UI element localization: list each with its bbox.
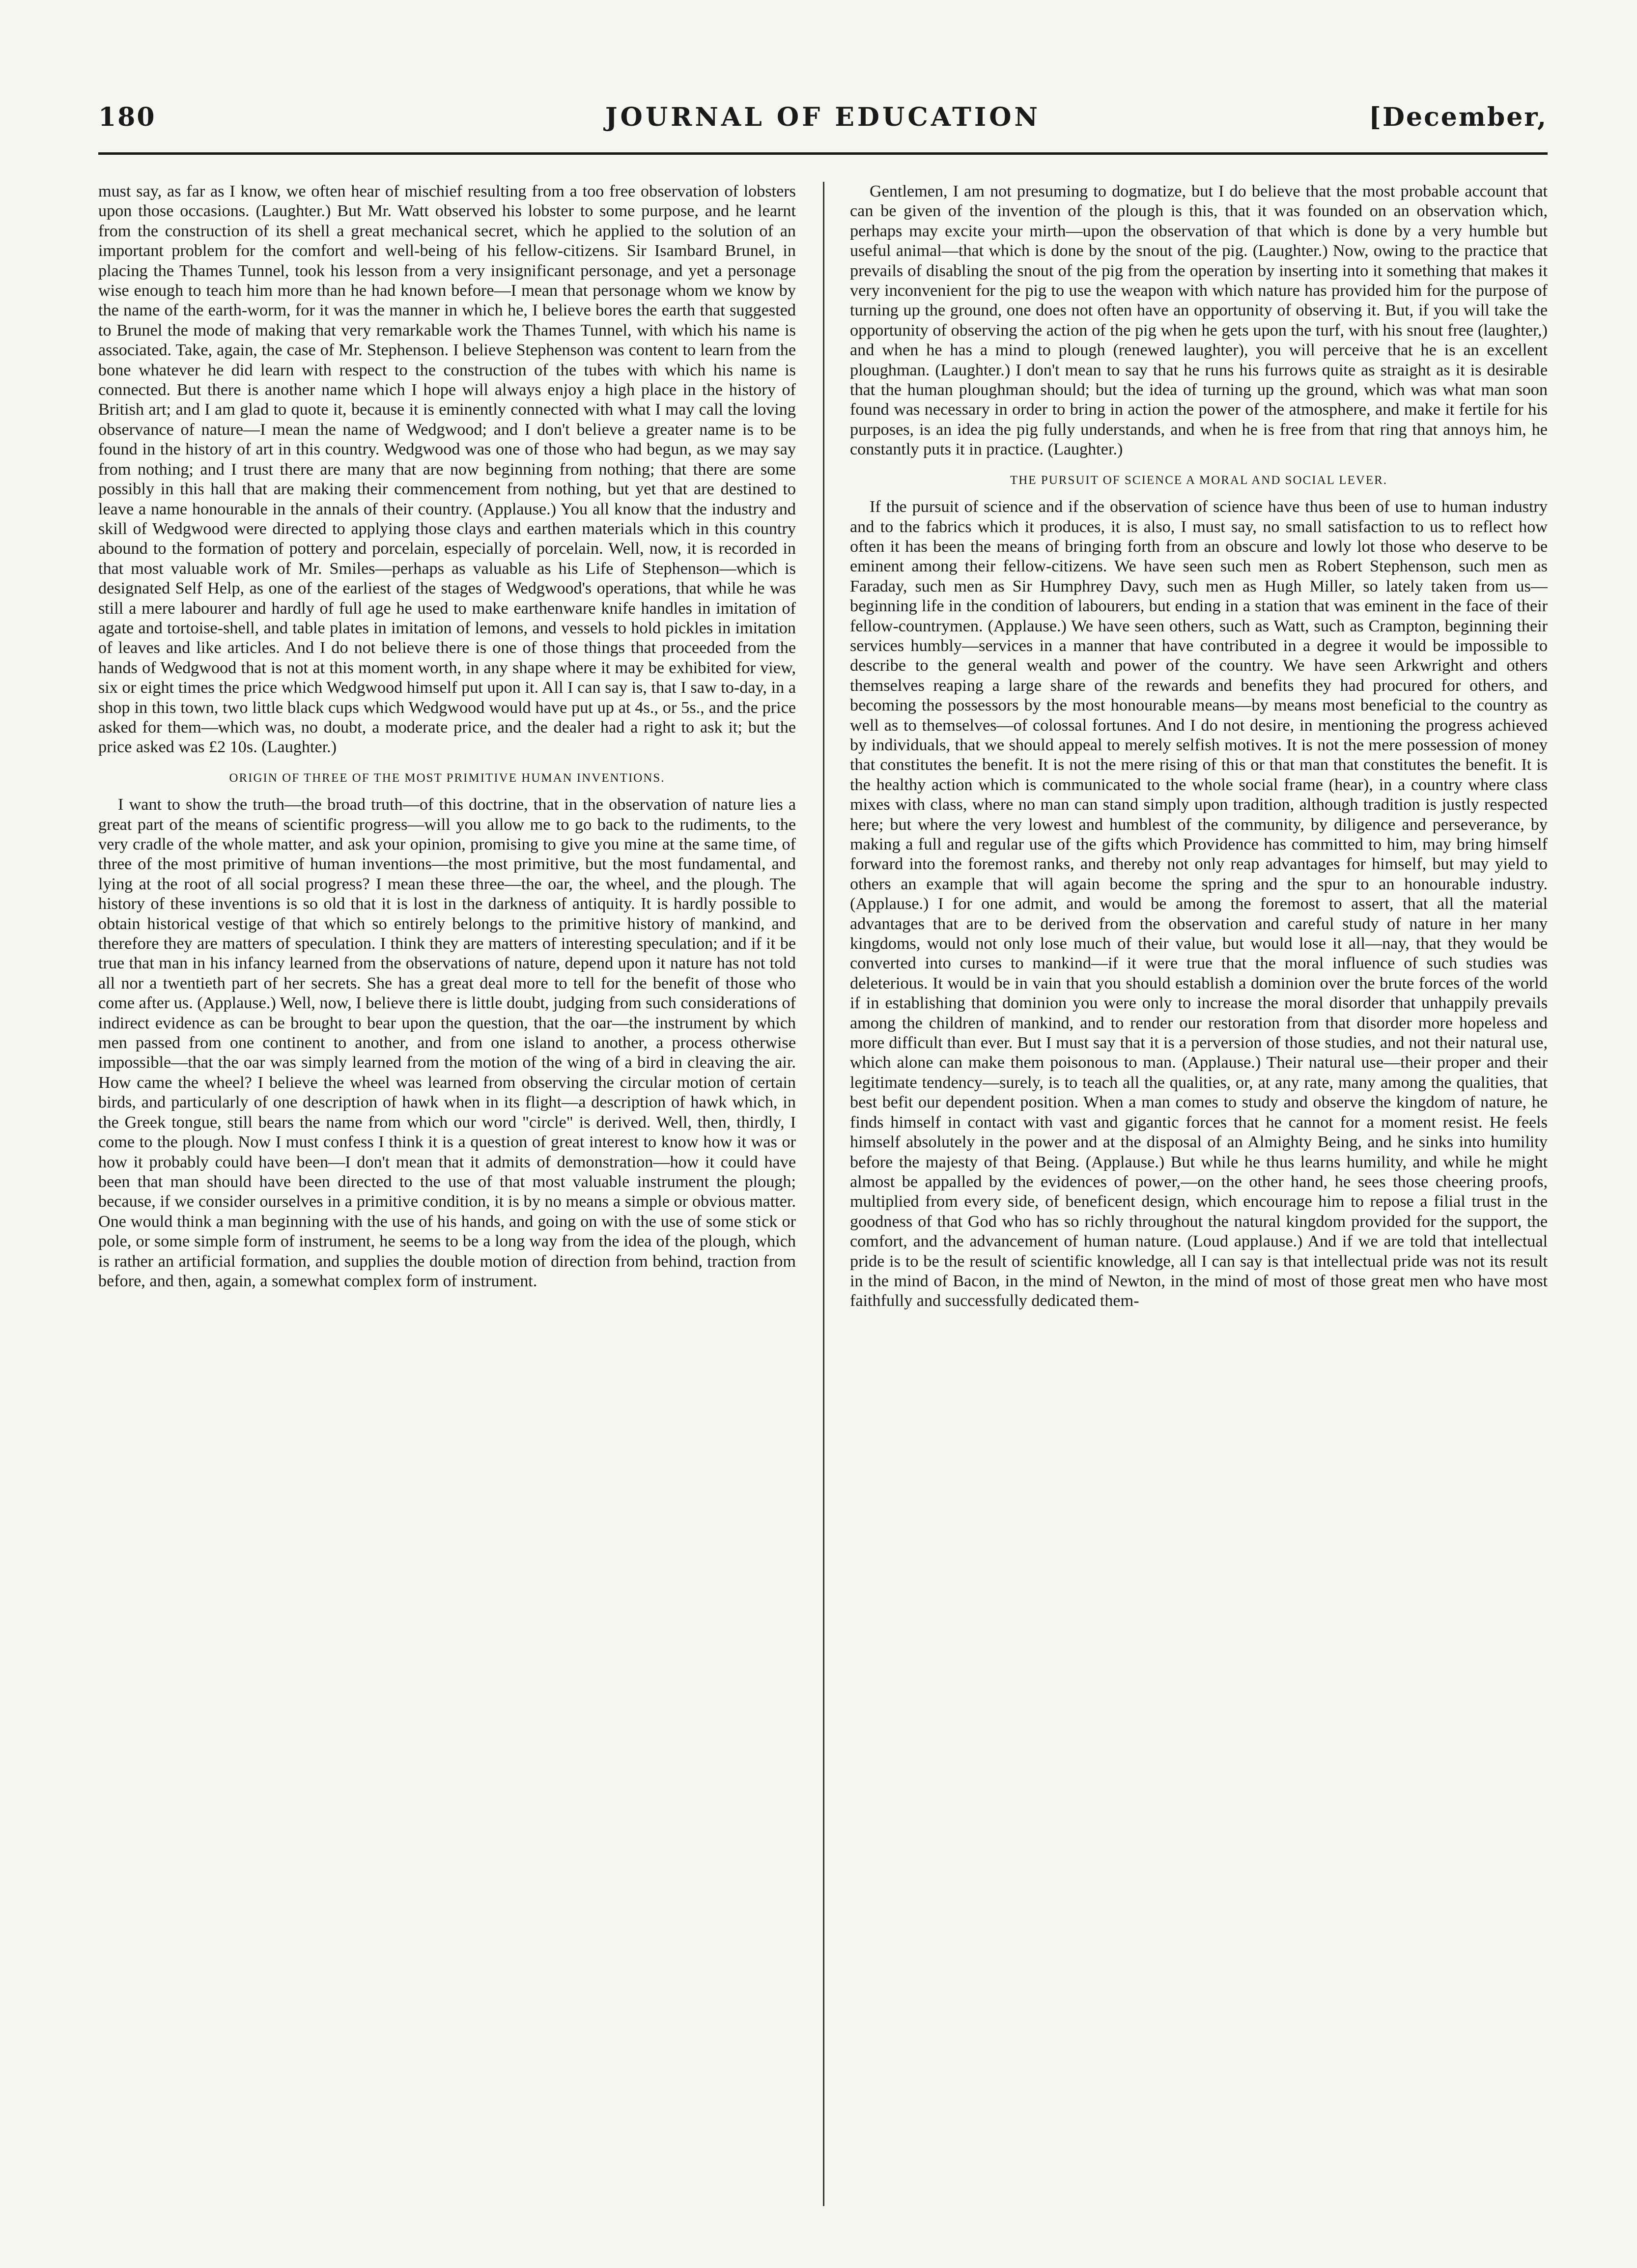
right-section-heading: THE PURSUIT OF SCIENCE A MORAL AND SOCIAL LEVER. [1010, 473, 1388, 487]
running-month: [December, [1369, 102, 1548, 132]
journal-page [98, 93, 1548, 2206]
column-divider [823, 182, 824, 2206]
left-column [98, 182, 796, 2206]
journal-title: JOURNAL OF EDUCATION [605, 102, 1041, 132]
right-paragraph-2: If the pursuit of science and if the observation of science have thus been of use to human industry and to the fabrics which it produces, it is also, I must say, no small satisfaction to us to reflect how often it has been the means of bringing forth from an obscure and lowly lot those who deserve to be eminent among their fellow-citizens. We have seen such men as Robert Stephenson, such men as Faraday, such men as Sir Humphrey Davy, such men as Hugh Miller, so lately taken from us—beginning life in the condition of labourers, but ending in a station that was eminent in the face of their fellow-countrymen. (Applause.) We have seen others, such as Watt, such as Crampton, beginning their services humbly—services in a manner that have contributed in a degree it would be impossible to describe to the general wealth and power of the country. We have seen Arkwright and others themselves reaping a large share of the rewards and benefits they had procured for others, and becoming the possessors by the most honourable means—by means most beneficial to the country as well as to themselves—of colossal fortunes. And I do not desire, in mentioning the progress achieved by individuals, that we should appeal to merely selfish motives. It is not the mere possession of money that constitutes the benefit. It is not the mere rising of this or that man that constitutes the benefit. It is the healthy action which is communicated to the whole social frame (hear), in a country where class mixes with class, where no man can stand simply upon tradition, although tradition is justly respected here; but where the very lowest and humblest of the community, by diligence and perseverance, by making a full and regular use of the gifts which Providence has committed to him, may bring himself forward into the foremost ranks, and thereby not only reap advantages for himself, but may yield to others an example that will again become the spring and the spur to an honourable industry. (Applause.) I for one admit, and would be among the foremost to assert, that all the material advantages that are to be derived from the observation and careful study of nature in her many kingdoms, would not only lose much of their value, but would lose it all—nay, that they would be converted into curses to mankind—if it were true that the moral influence of such studies was deleterious. It would be in vain that you should establish a dominion over the brute forces of the world if in establishing that dominion you were only to increase the moral disorder that unhappily prevails among the children of mankind, and to render our restoration from that disorder more hopeless and more difficult than ever. But I must say that it is a perversion of those studies, and not their natural use, which alone can make them poisonous to man. (Applause.) Their natural use—their proper and their legitimate tendency—surely, is to teach all the qualities, or, at any rate, many among the qualities, that best befit our dependent position. When a man comes to study and observe the kingdom of nature, he finds himself in contact with vast and gigantic forces that he cannot for a moment resist. He feels himself absolutely in the power and at the disposal of an Almighty Being, and he sinks into humility before the majesty of that Being. (Applause.) But while he thus learns humility, and while he might almost be appalled by the evidences of power,—on the other hand, he sees those cheering proofs, multiplied from every side, of beneficent design, which encourage him to repose a filial trust in the goodness of that God who has so richly throughout the natural kingdom provided for the support, the comfort, and the advancement of human nature. (Loud applause.) And if we are told that intellectual pride is to be the result of scientific knowledge, all I can say is that intellectual pride was not its result in the mind of Bacon, in the mind of Newton, in the mind of most of those great men who have most faithfully and successfully dedicated them- [850, 498, 1548, 1310]
right-column [850, 182, 1548, 2206]
right-paragraph-1: Gentlemen, I am not presuming to dogmatize, but I do believe that the most probable account that can be given of the invention of the plough is this, that it was founded on an observation which, perhaps may excite your mirth—upon the observation of that which is done by a very humble but useful animal—that which is done by the snout of the pig. (Laughter.) Now, owing to the practice that prevails of disabling the snout of the pig from the operation by inserting into it something that makes it very inconvenient for the pig to use the weapon with which nature has provided him for the purpose of turning up the ground, one does not often have an opportunity of observing it. But, if you will take the opportunity of observing the action of the pig when he gets upon the turf, with his snout free (laughter,) and when he has a mind to plough (renewed laughter), you will perceive that he is an excellent ploughman. (Laughter.) I don't mean to say that he runs his furrows quite as straight as it is desirable that the human ploughman should; but the idea of turning up the ground, which was what man soon found was necessary in order to bring in action the power of the atmosphere, and make it fertile for his purposes, is an idea the pig fully understands, and when he is free from that ring that annoys him, he constantly puts it in practice. (Laughter.) [850, 182, 1548, 459]
left-paragraph-1: must say, as far as I know, we often hear of mischief resulting from a too free observation of lobsters upon those occasions. (Laughter.) But Mr. Watt observed his lobster to some purpose, and he learnt from the construction of its shell a great mechanical secret, which he applied to the solution of an important problem for the comfort and well-being of his fellow-citizens. Sir Isambard Brunel, in placing the Thames Tunnel, took his lesson from a very insignificant personage, and yet a personage wise enough to teach him more than he had known before—I mean that personage whom we know by the name of the earth-worm, for it was the manner in which he, I believe bores the earth that suggested to Brunel the mode of making that very remarkable work the Thames Tunnel, with which his name is associated. Take, again, the case of Mr. Stephenson. I believe Stephenson was content to learn from the bone whatever he did learn with respect to the construction of the tubes with which his name is connected. But there is another name which I hope will always enjoy a high place in the history of British art; and I am glad to quote it, because it is eminently connected with what I may call the loving observance of nature—I mean the name of Wedgwood; and I don't believe a greater name is to be found in the history of art in this country. Wedgwood was one of those who had begun, as we may say from nothing; and I trust there are many that are now beginning from nothing; that there are some possibly in this hall that are making their commencement from nothing, but yet that are destined to leave a name honourable in the annals of their country. (Applause.) You all know that the industry and skill of Wedgwood were directed to applying those clays and earthen materials which in this country abound to the formation of pottery and porcelain, especially of porcelain. Well, now, it is recorded in that most valuable work of Mr. Smiles—perhaps as valuable as his Life of Stephenson—which is designated Self Help, as one of the earliest of the stages of Wedgwood's operations, that while he was still a mere labourer and hardly of full age he used to make earthenware knife handles in imitation of agate and tortoise-shell, and table plates in imitation of lemons, and vessels to hold pickles in imitation of leaves and like articles. And I do not believe there is one of those things that proceeded from the hands of Wedgwood that is not at this moment worth, in any shape where it may be exhibited for view, six or eight times the price which Wedgwood himself put upon it. All I can say is, that I saw to-day, in a shop in this town, two little black cups which Wedgwood would have put up at 4s., or 5s., and the price asked for them—which was, no doubt, a moderate price, and the dealer had a right to ask it; but the price asked was £2 10s. (Laughter.) [98, 182, 796, 757]
left-paragraph-2: I want to show the truth—the broad truth—of this doctrine, that in the observation of nature lies a great part of the means of scientific progress—will you allow me to go back to the rudiments, to the very cradle of the whole matter, and ask your opinion, promising to give you mine at the same time, of three of the most primitive of human inventions—the most primitive, but the most fundamental, and lying at the root of all social progress? I mean these three—the oar, the wheel, and the plough. The history of these inventions is so old that it is lost in the darkness of antiquity. It is hardly possible to obtain historical vestige of that which so entirely belongs to the primitive history of mankind, and therefore they are matters of speculation. I think they are matters of interesting speculation; and if it be true that man in his infancy learned from the observations of nature, depend upon it nature has not told all nor a twentieth part of her secrets. She has a great deal more to tell for the benefit of those who come after us. (Applause.) Well, now, I believe there is little doubt, judging from such considerations of indirect evidence as can be brought to bear upon the question, that the oar—the instrument by which men passed from one continent to another, and from one island to another, a process otherwise impossible—that the oar was simply learned from the motion of the wing of a bird in cleaving the air. How came the wheel? I believe the wheel was learned from observing the circular motion of certain birds, and particularly of one description of hawk when in its flight—a description of hawk which, in the Greek tongue, still bears the name from which our word "circle" is derived. Well, then, thirdly, I come to the plough. Now I must confess I think it is a question of great interest to know how it was or how it probably could have been—I don't mean that it admits of demonstration—how it could have been that man should have been directed to the use of that most valuable instrument the plough; because, if we consider ourselves in a primitive condition, it is by no means a simple or obvious matter. One would think a man beginning with the use of his hands, and going on with the use of some stick or pole, or some simple form of instrument, he seems to be a long way from the idea of the plough, which is rather an artificial formation, and supplies the double motion of direction from behind, traction from before, and then, again, a somewhat complex form of instrument. [98, 795, 796, 1290]
page-header [98, 93, 1548, 147]
header-rule [98, 152, 1548, 155]
page-number: 180 [98, 102, 156, 132]
left-section-heading: ORIGIN OF THREE OF THE MOST PRIMITIVE HUMAN INVENTIONS. [229, 771, 665, 785]
